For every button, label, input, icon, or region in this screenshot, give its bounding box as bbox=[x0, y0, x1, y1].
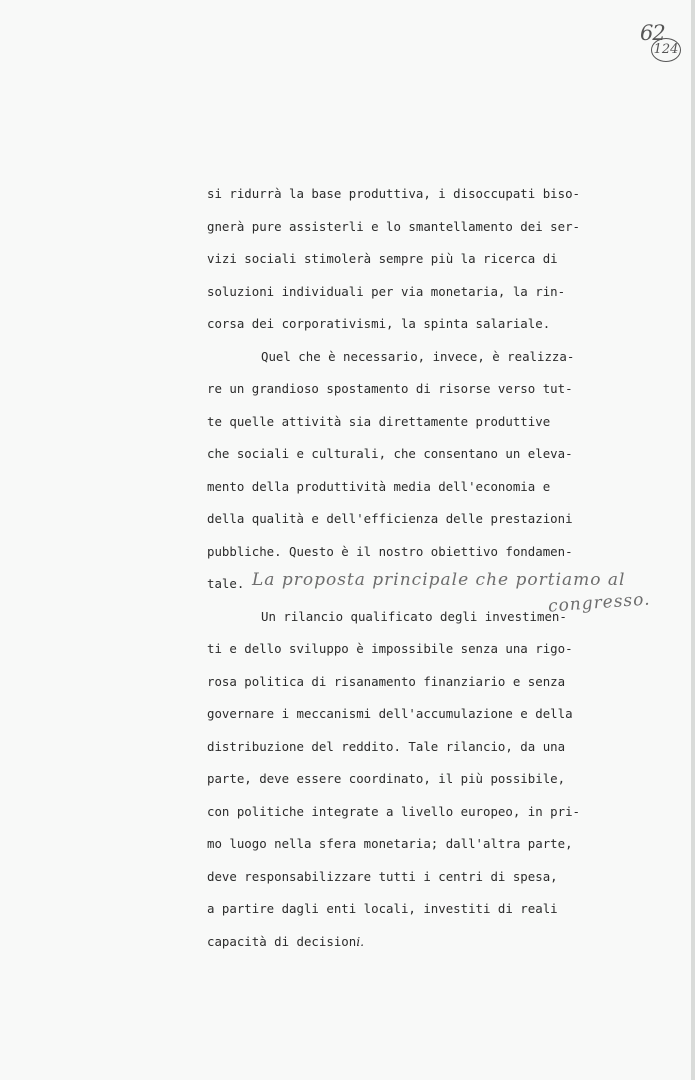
handwritten-annotation-line-one: La proposta principale che portiamo al bbox=[252, 570, 626, 590]
text-line: te quelle attività sia direttamente produttive bbox=[207, 413, 551, 429]
circled-page-number: 124 bbox=[651, 38, 681, 62]
text-line: mento della produttività media dell'economia e bbox=[207, 478, 551, 494]
text-line: soluzioni individuali per via monetaria, la rin- bbox=[207, 283, 566, 299]
handwritten-correction: i. bbox=[356, 933, 365, 949]
text-line: distribuzione del reddito. Tale rilancio, da una bbox=[207, 738, 566, 754]
text-line: tale. bbox=[207, 576, 245, 591]
text-line: della qualità e dell'efficienza delle prestazioni bbox=[207, 511, 573, 526]
text-line: deve responsabilizzare tutti i centri di spesa, bbox=[207, 868, 558, 884]
last-text-line bbox=[207, 932, 364, 952]
text-line: vizi sociali stimolerà sempre più la ricerca di bbox=[207, 251, 558, 266]
text-line: si ridurrà la base produttiva, i disoccupati biso- bbox=[207, 186, 580, 201]
handwritten-annotation-line-two: congresso. bbox=[547, 589, 652, 617]
page-edge-shadow bbox=[691, 0, 695, 1080]
text-line: governare i meccanismi dell'accumulazione e della bbox=[207, 706, 573, 721]
last-line-typed: capacità di decision bbox=[207, 933, 357, 949]
text-line: pubbliche. Questo è il nostro obiettivo fondamen- bbox=[207, 543, 573, 559]
text-line: con politiche integrate a livello europeo, in pri- bbox=[207, 803, 580, 819]
text-line: mo luogo nella sfera monetaria; dall'altra parte, bbox=[207, 836, 573, 851]
text-line: parte, deve essere coordinato, il più possibile, bbox=[207, 771, 566, 786]
text-line: gnerà pure assisterli e lo smantellamento dei ser- bbox=[207, 218, 580, 234]
paragraph-start-line: Un rilancio qualificato degli investimen- bbox=[261, 608, 567, 624]
text-line: rosa politica di risanamento finanziario e senza bbox=[207, 673, 566, 689]
handwritten-page-number: 62 bbox=[640, 21, 665, 45]
text-line: che sociali e culturali, che consentano un eleva- bbox=[207, 446, 573, 461]
text-line: corsa dei corporativismi, la spinta salariale. bbox=[207, 316, 551, 331]
paragraph-start-line: Quel che è necessario, invece, è realizza- bbox=[261, 348, 575, 364]
text-line: ti e dello sviluppo è impossibile senza una rigo- bbox=[207, 641, 573, 656]
text-line: a partire dagli enti locali, investiti di reali bbox=[207, 901, 558, 916]
text-line: re un grandioso spostamento di risorse verso tut- bbox=[207, 381, 573, 396]
folio-mark bbox=[640, 21, 679, 57]
